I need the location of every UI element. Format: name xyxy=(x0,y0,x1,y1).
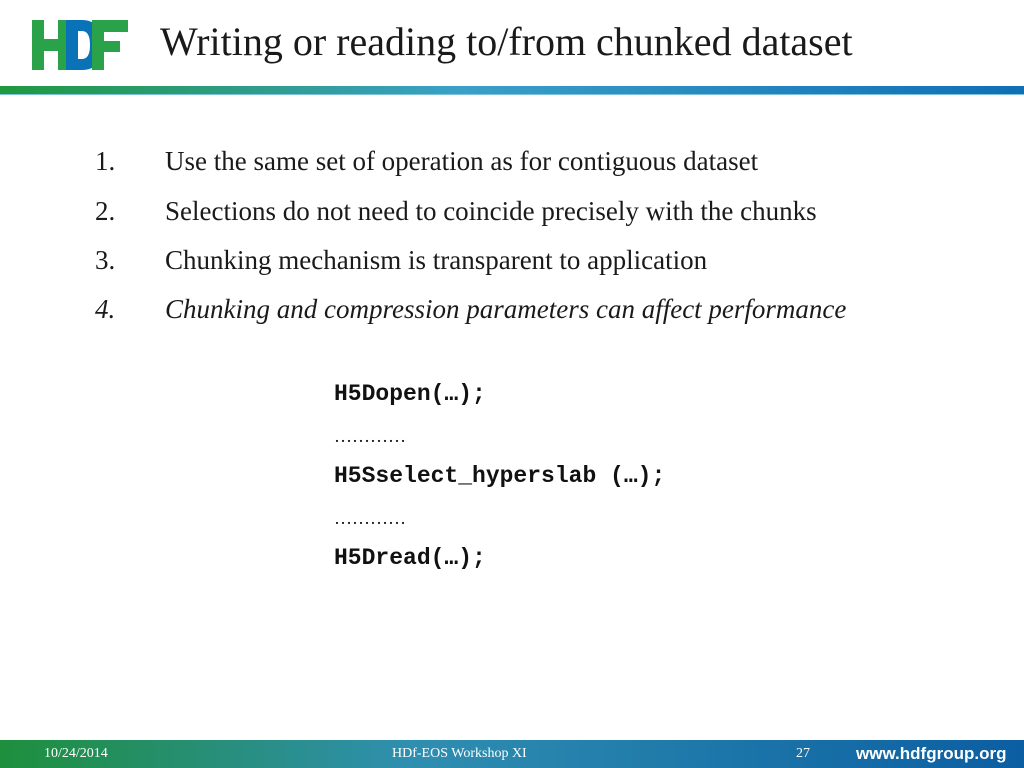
list-number: 4. xyxy=(95,294,116,324)
code-ellipsis: ………… xyxy=(334,426,406,446)
footer-url: www.hdfgroup.org xyxy=(856,744,1007,763)
code-line-select: H5Sselect_hyperslab (…); xyxy=(334,463,666,489)
footer-date: 10/24/2014 xyxy=(44,746,108,761)
footer-page-number: 27 xyxy=(796,746,810,761)
code-line-open: H5Dopen(…); xyxy=(334,381,486,407)
list-item xyxy=(95,245,707,276)
list-text: Chunking and compression parameters can affect performance xyxy=(165,294,847,324)
slide-title: Writing or reading to/from chunked dataset xyxy=(160,19,853,64)
list-text: Selections do not need to coincide precisely with the chunks xyxy=(165,196,817,226)
header-divider xyxy=(0,86,1024,94)
code-line-read: H5Dread(…); xyxy=(334,545,486,571)
list-item xyxy=(95,294,846,325)
header-divider-line xyxy=(0,94,1024,95)
hdf-logo xyxy=(30,14,130,76)
list-number: 3. xyxy=(95,245,116,275)
list-number: 2. xyxy=(95,196,116,226)
list-text: Use the same set of operation as for contiguous dataset xyxy=(165,146,759,176)
list-number: 1. xyxy=(95,146,116,176)
list-item xyxy=(95,196,817,227)
footer-event: HDf-EOS Workshop XI xyxy=(392,746,527,761)
list-text: Chunking mechanism is transparent to application xyxy=(165,245,708,275)
code-ellipsis: ………… xyxy=(334,508,406,528)
list-item xyxy=(95,146,758,177)
